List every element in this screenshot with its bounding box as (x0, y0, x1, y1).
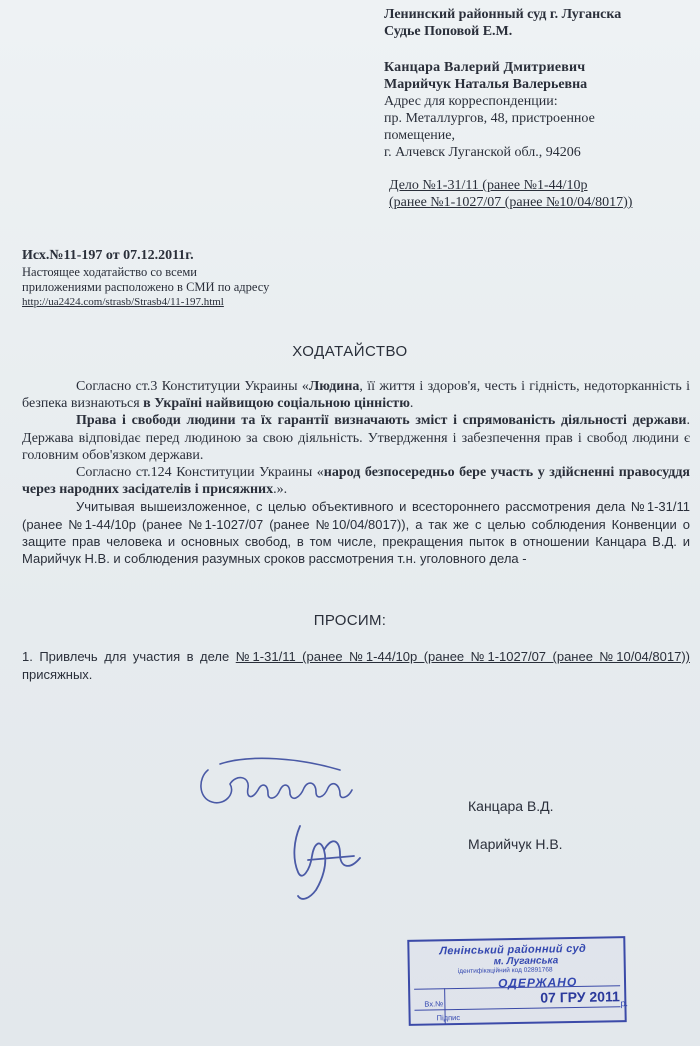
outgoing-note-2: приложениями расположено в СМИ по адресу (22, 280, 270, 294)
address-line-3: г. Алчевск Луганской обл., 94206 (384, 145, 581, 160)
stamp-date: 07 ГРУ 2011 (540, 988, 620, 1006)
address-line-2: помещение, (384, 128, 455, 143)
stamp-court: Ленінський районний суд (439, 942, 587, 958)
p2-text-a: Права і свободи людини та їх гарантії визначають зміст і спрямованість діяльності держави (76, 413, 687, 429)
stamp-code: ідентифікаційний код 02891768 (457, 966, 553, 976)
judge-name: Судье Поповой Е.М. (384, 24, 513, 39)
court-received-stamp (407, 936, 629, 1026)
address-line-1: пр. Металлургов, 48, пристроенное (384, 111, 595, 126)
addressee-block (384, 6, 694, 161)
stamp-vh-label: Вх.№ (424, 999, 444, 1009)
request-heading: ПРОСИМ: (313, 612, 387, 629)
outgoing-note-1: Настоящее ходатайство со всеми (22, 265, 197, 279)
p1-text-c: , її життя і здоров'я, честь і гідність, недоторканність і безпека визнаються (22, 379, 691, 412)
p3-text-b: народ безпосередньо бере участь у здійсненні правосуддя через народних засідателів і присяжних (22, 465, 690, 498)
address-label: Адрес для корреспонденции: (384, 94, 558, 109)
p1-text-d: в Україні найвищою соціальною цінністю (143, 396, 410, 412)
case-line-1: Дело №1-31/11 (ранее №1-44/10р (389, 178, 588, 193)
stamp-year-suffix: р. (620, 998, 629, 1009)
document-title: ХОДАТАЙСТВО (292, 343, 408, 360)
request-case: №1-31/11 (ранее №1-44/10р (ранее №1-1027/07 (ранее №10/04/8017)) (235, 649, 690, 664)
p1-text-e: . (409, 396, 414, 412)
p2-text-b: . Держава відповідає перед людиною за свою діяльність. Утвердження і забезпечення прав і свобод людини є головним обов'язком держави. (22, 413, 690, 463)
outgoing-block (22, 247, 352, 310)
signature-kantsara (201, 758, 352, 802)
request-text-b: присяжных. (22, 667, 93, 682)
signature-name-2: Марийчук Н.В. (468, 836, 563, 852)
signature-mariychuk (294, 826, 360, 899)
signature-name-1: Канцара В.Д. (468, 798, 554, 814)
paragraph-4: Учитывая вышеизложенное, с целью объективного и всестороннего рассмотрения дела №1-31/11 (ранее №1-44/10р (ранее №1-1027/07 (ранее №10/04/8017)), а так же с целью соблюдения Конвенции о защите прав человека и основных свобод, в том числе, прекращения пыток в отношении Канцара В.Д. и Марийчук Н.В. и соблюдения разумных сроков рассмотрения т.н. уголовного дела - (22, 499, 690, 567)
paragraph-2 (22, 412, 690, 464)
outgoing-number: Исх.№11-197 от 07.12.2011г. (22, 248, 194, 263)
request-item (22, 648, 690, 684)
stamp-sign-label: Підпис (436, 1012, 461, 1023)
p1-text-a: Согласно ст.3 Конституции Украины « (76, 379, 309, 394)
handwritten-signatures (190, 740, 410, 910)
p3-text-c: .». (273, 482, 288, 498)
stamp-received: ОДЕРЖАНО (497, 974, 578, 991)
publication-link[interactable]: http://ua2424.com/strasb/Strasb4/11-197.html (22, 296, 224, 308)
sender-2: Марийчук Наталья Валерьевна (384, 77, 588, 92)
case-number (389, 177, 689, 211)
stamp-city: м. Луганська (493, 955, 559, 968)
sender-1: Канцара Валерий Дмитриевич (384, 60, 586, 75)
document-body (22, 378, 690, 567)
p1-text-b: Людина (308, 379, 360, 394)
p3-text-a: Согласно ст.124 Конституции Украины « (76, 465, 324, 481)
case-line-2: (ранее №1-1027/07 (ранее №10/04/8017)) (389, 195, 633, 210)
court-name: Ленинский районный суд г. Луганска (384, 7, 622, 22)
paragraph-1 (22, 378, 690, 412)
paragraph-3 (22, 464, 690, 498)
request-text-a: 1. Привлечь для участия в деле (22, 649, 236, 664)
